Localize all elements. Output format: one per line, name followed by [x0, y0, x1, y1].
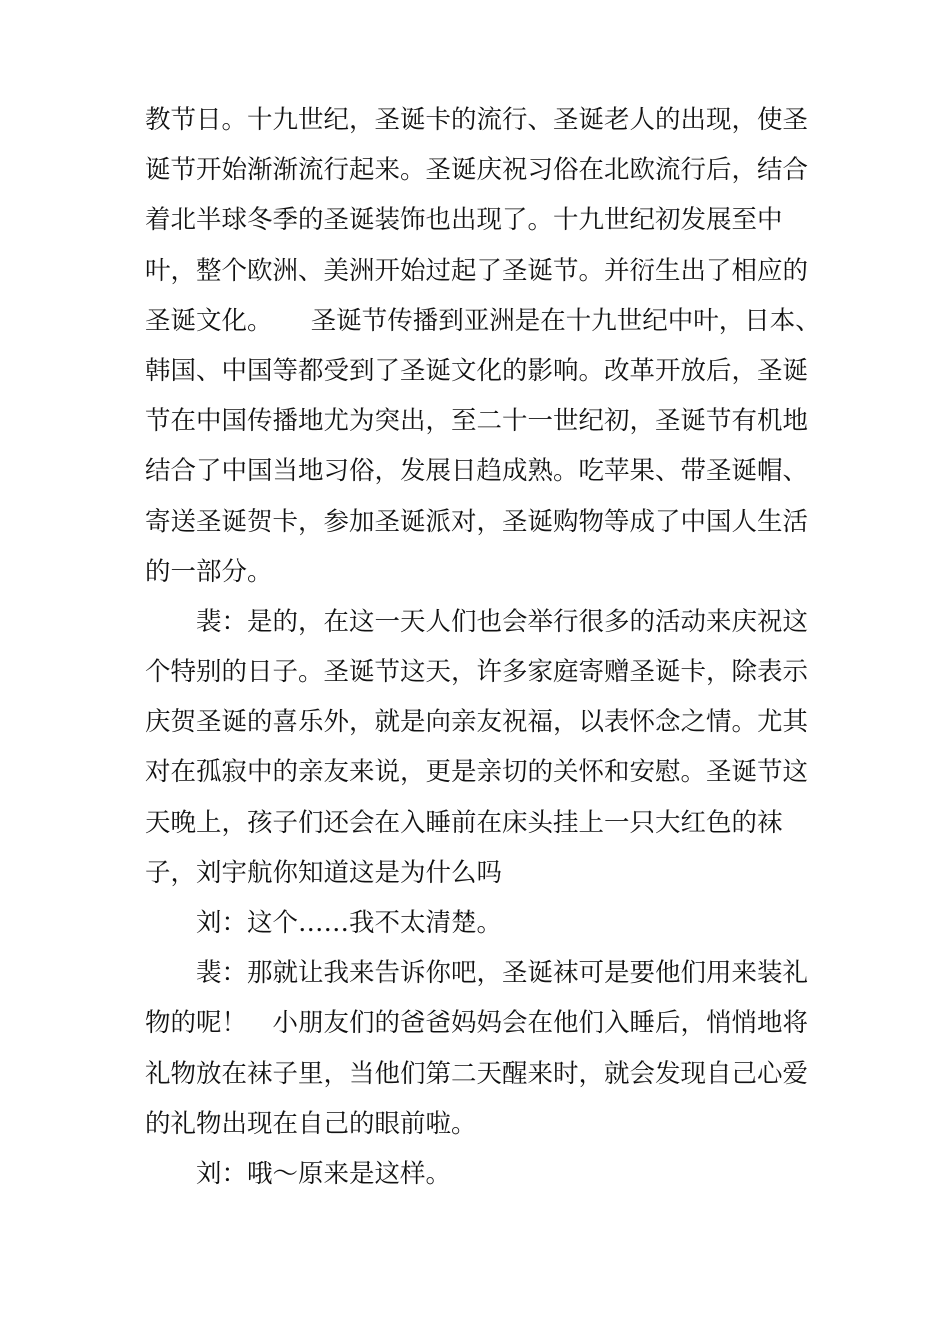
- dialogue-line-pei: 裴：那就让我来告诉你吧，圣诞袜可是要他们用来装礼: [145, 958, 809, 989]
- text-line: 子，刘宇航你知道这是为什么吗: [145, 857, 503, 888]
- text-line: 个特别的日子。圣诞节这天，许多家庭寄赠圣诞卡，除表示: [145, 657, 809, 688]
- dialogue-line-liu: 刘：这个……我不太清楚。: [145, 908, 503, 938]
- text-line: 结合了中国当地习俗，发展日趋成熟。吃苹果、带圣诞帽、: [145, 456, 809, 487]
- text-line: 韩国、中国等都受到了圣诞文化的影响。改革开放后，圣诞: [145, 355, 809, 386]
- text-line: 叶，整个欧洲、美洲开始过起了圣诞节。并衍生出了相应的: [145, 255, 809, 286]
- text-line: 圣诞文化。 圣诞节传播到亚洲是在十九世纪中叶，日本、: [145, 305, 821, 336]
- text-line: 庆贺圣诞的喜乐外，就是向亲友祝福，以表怀念之情。尤其: [145, 707, 809, 738]
- dialogue-line-pei: 裴：是的，在这一天人们也会举行很多的活动来庆祝这: [145, 606, 809, 637]
- dialogue-line-liu: 刘：哦～原来是这样。: [145, 1158, 452, 1189]
- text-line: 天晚上，孩子们还会在入睡前在床头挂上一只大红色的袜: [145, 807, 783, 838]
- text-line: 物的呢！ 小朋友们的爸爸妈妈会在他们入睡后，悄悄地将: [145, 1008, 809, 1039]
- text-line: 的一部分。: [145, 556, 273, 587]
- text-line: 对在孤寂中的亲友来说，更是亲切的关怀和安慰。圣诞节这: [145, 757, 809, 788]
- text-line: 礼物放在袜子里，当他们第二天醒来时，就会发现自己心爱: [145, 1058, 809, 1089]
- document-body-text: [145, 95, 825, 1199]
- text-line: 教节日。十九世纪，圣诞卡的流行、圣诞老人的出现，使圣: [145, 105, 809, 135]
- text-line: 节在中国传播地尤为突出，至二十一世纪初，圣诞节有机地: [145, 406, 809, 437]
- text-line: 着北半球冬季的圣诞装饰也出现了。十九世纪初发展至中: [145, 205, 783, 236]
- text-line: 寄送圣诞贺卡，参加圣诞派对，圣诞购物等成了中国人生活: [145, 506, 809, 537]
- text-line: 的礼物出现在自己的眼前啦。: [145, 1108, 477, 1139]
- text-line: 诞节开始渐渐流行起来。圣诞庆祝习俗在北欧流行后，结合: [145, 155, 809, 186]
